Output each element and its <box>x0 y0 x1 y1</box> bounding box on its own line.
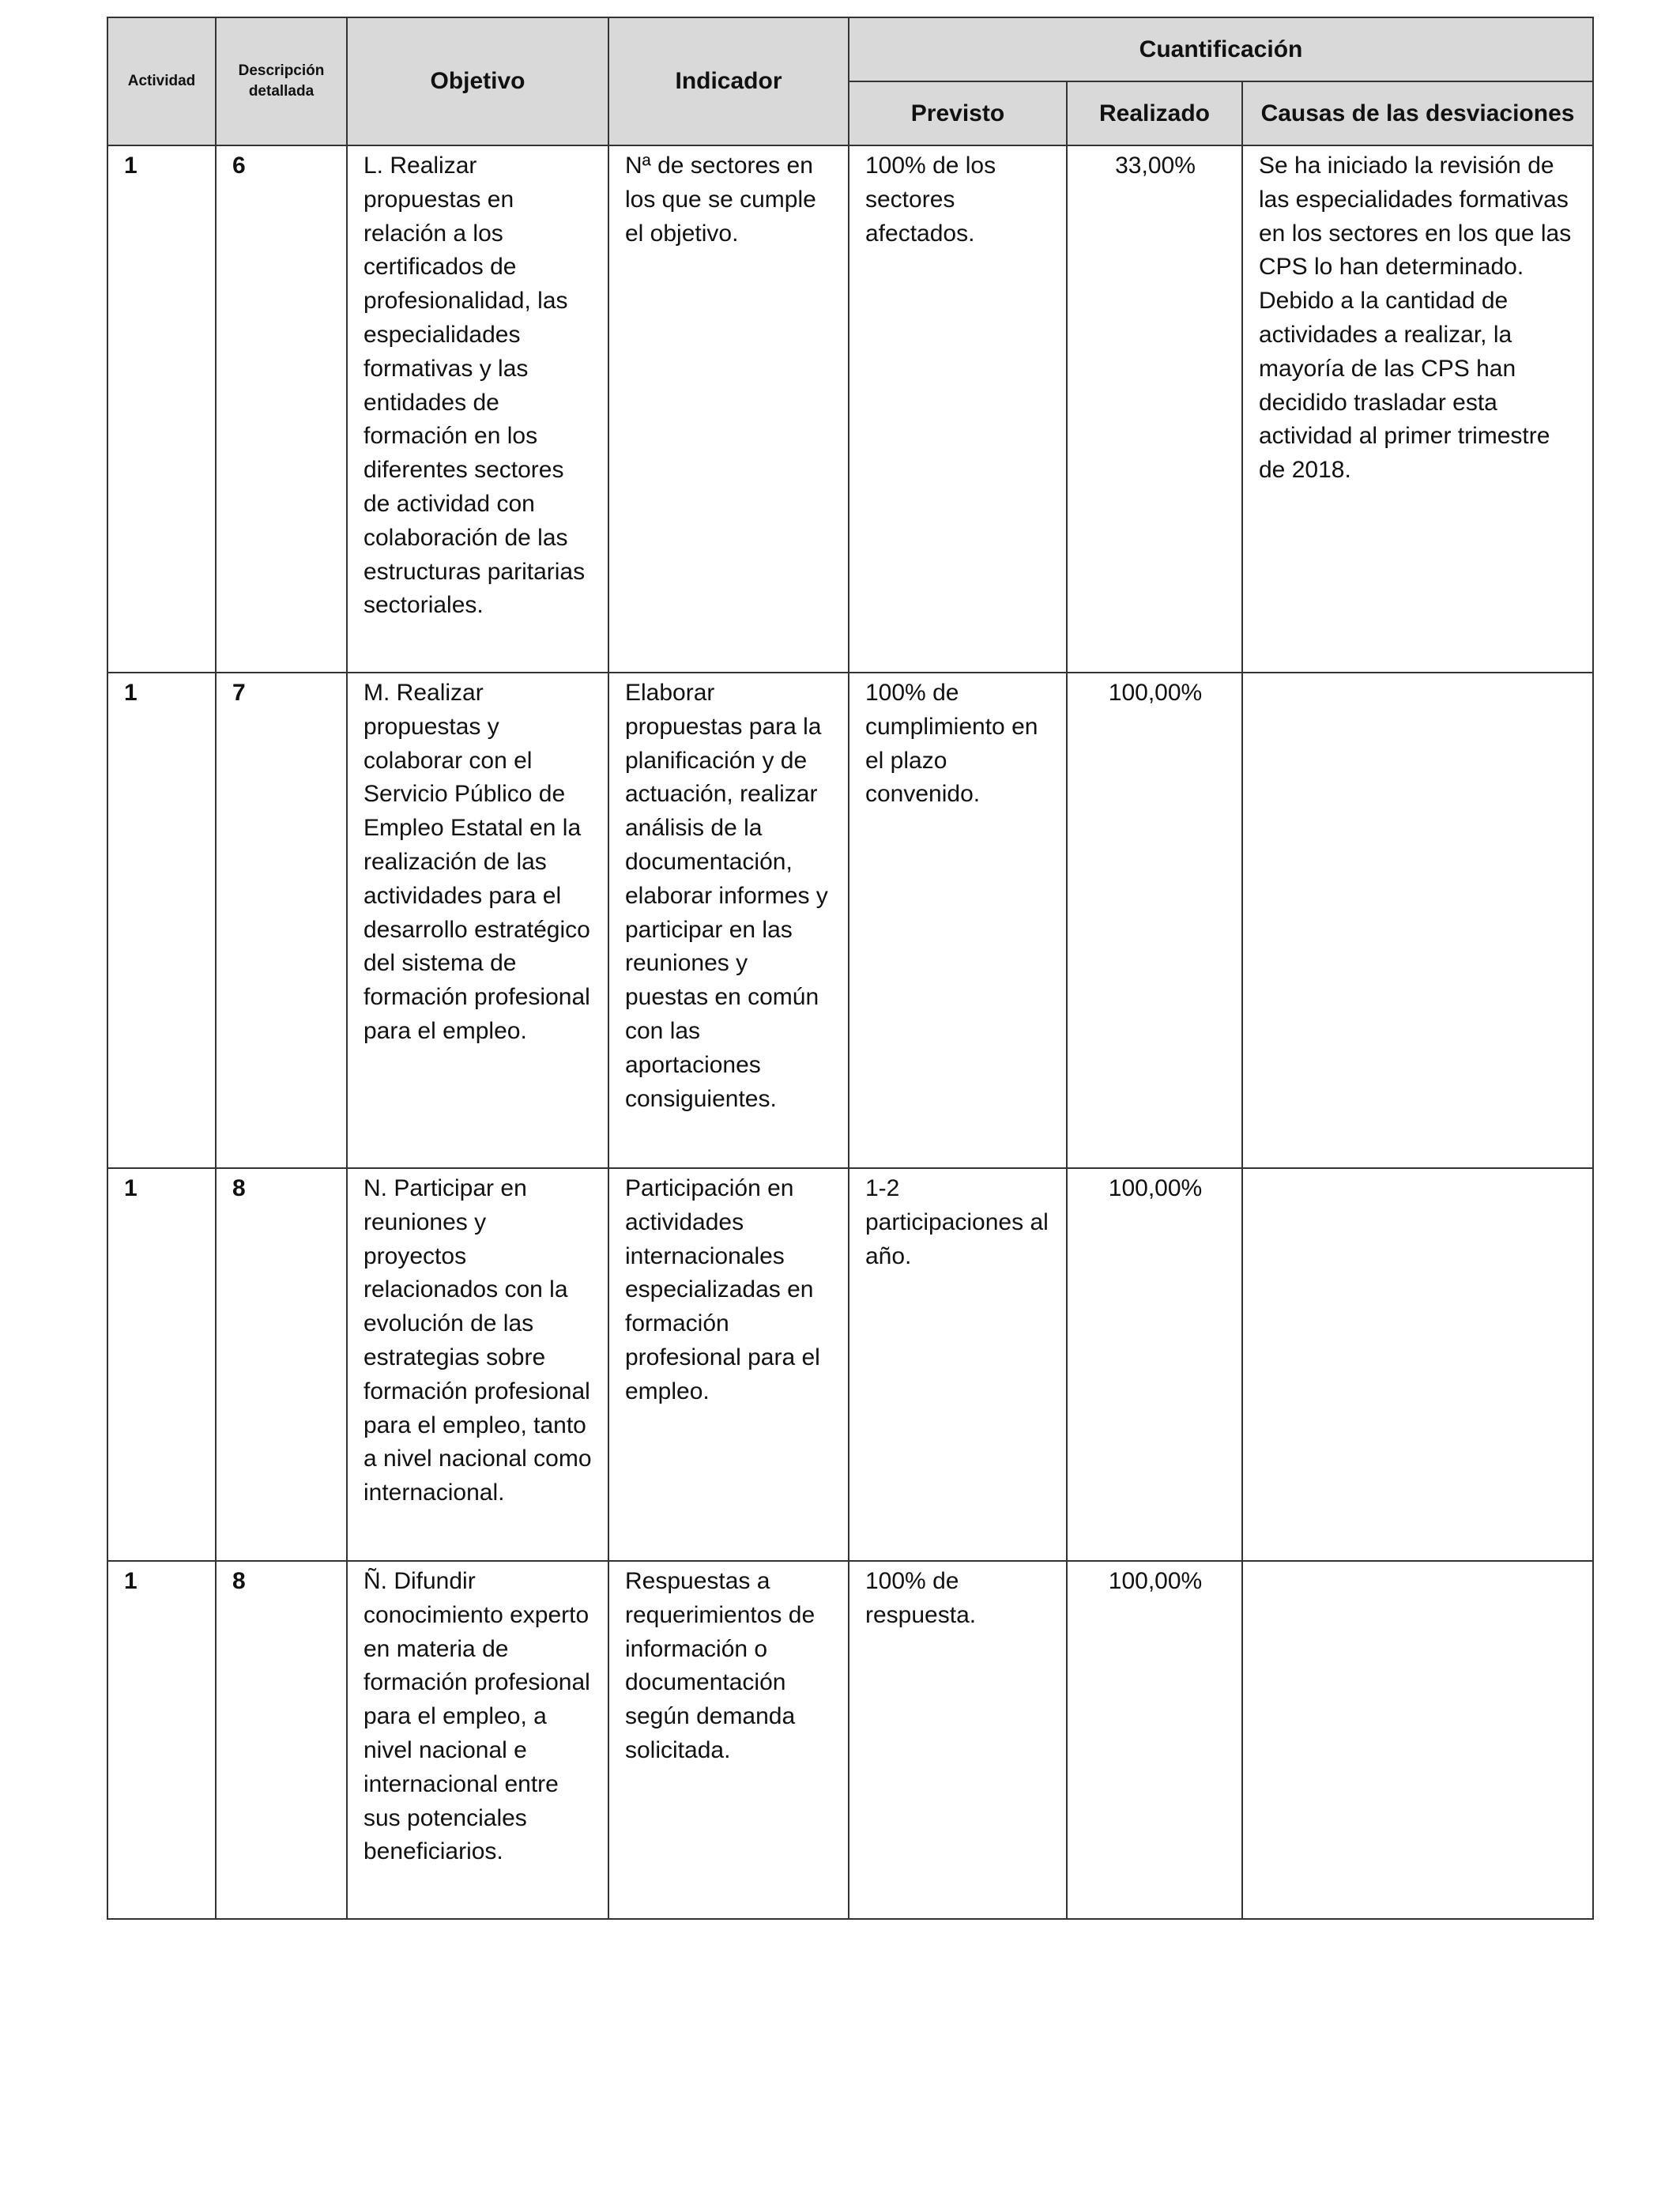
cell-indicador: Participación en actividades internacionales especializadas en formación profesional para el empleo. <box>608 1168 849 1561</box>
cell-previsto: 100% de los sectores afectados. <box>849 145 1067 673</box>
cell-causas: Se ha iniciado la revisión de las especialidades formativas en los sectores en los que las CPS lo han determinado. Debido a la cantidad de actividades a realizar, la mayoría de las CPS han decidido trasladar esta actividad al primer trimestre de 2018. <box>1242 145 1593 673</box>
cell-descripcion: 6 <box>216 145 347 673</box>
cell-actividad: 1 <box>107 1168 216 1561</box>
table-header <box>107 17 1593 145</box>
cell-indicador: Nª de sectores en los que se cumple el objetivo. <box>608 145 849 673</box>
cell-actividad: 1 <box>107 1561 216 1919</box>
cell-causas <box>1242 1168 1593 1561</box>
header-previsto: Previsto <box>849 81 1067 145</box>
cell-objetivo: L. Realizar propuestas en relación a los certificados de profesionalidad, las especialidades formativas y las entidades de formación en los diferentes sectores de actividad con colaboración de las estructuras paritarias sectoriales. <box>347 145 608 673</box>
table-row <box>107 145 1593 673</box>
cell-causas <box>1242 673 1593 1168</box>
header-indicador: Indicador <box>608 17 849 145</box>
cell-realizado: 100,00% <box>1067 1561 1242 1919</box>
cell-actividad: 1 <box>107 145 216 673</box>
cell-indicador: Elaborar propuestas para la planificación y de actuación, realizar análisis de la documentación, elaborar informes y participar en las reuniones y puestas en común con las aportaciones consiguientes. <box>608 673 849 1168</box>
cell-objetivo: M. Realizar propuestas y colaborar con el Servicio Público de Empleo Estatal en la realización de las actividades para el desarrollo estratégico del sistema de formación profesional para el empleo. <box>347 673 608 1168</box>
header-cuantificacion: Cuantificación <box>849 17 1593 81</box>
cell-previsto: 1-2 participaciones al año. <box>849 1168 1067 1561</box>
header-objetivo: Objetivo <box>347 17 608 145</box>
cell-previsto: 100% de respuesta. <box>849 1561 1067 1919</box>
cell-descripcion: 8 <box>216 1168 347 1561</box>
table-row <box>107 1561 1593 1919</box>
table-row <box>107 1168 1593 1561</box>
activities-table <box>107 17 1594 1920</box>
cell-realizado: 100,00% <box>1067 1168 1242 1561</box>
header-actividad: Actividad <box>107 17 216 145</box>
cell-causas <box>1242 1561 1593 1919</box>
header-descripcion: Descripción detallada <box>216 17 347 145</box>
cell-realizado: 100,00% <box>1067 673 1242 1168</box>
cell-indicador: Respuestas a requerimientos de información o documentación según demanda solicitada. <box>608 1561 849 1919</box>
table-row <box>107 673 1593 1168</box>
cell-actividad: 1 <box>107 673 216 1168</box>
header-realizado: Realizado <box>1067 81 1242 145</box>
cell-objetivo: Ñ. Difundir conocimiento experto en materia de formación profesional para el empleo, a nivel nacional e internacional entre sus potenciales beneficiarios. <box>347 1561 608 1919</box>
cell-objetivo: N. Participar en reuniones y proyectos relacionados con la evolución de las estrategias sobre formación profesional para el empleo, tanto a nivel nacional como internacional. <box>347 1168 608 1561</box>
cell-previsto: 100% de cumplimiento en el plazo convenido. <box>849 673 1067 1168</box>
cell-descripcion: 7 <box>216 673 347 1168</box>
header-causas: Causas de las desviaciones <box>1242 81 1593 145</box>
cell-realizado: 33,00% <box>1067 145 1242 673</box>
cell-descripcion: 8 <box>216 1561 347 1919</box>
